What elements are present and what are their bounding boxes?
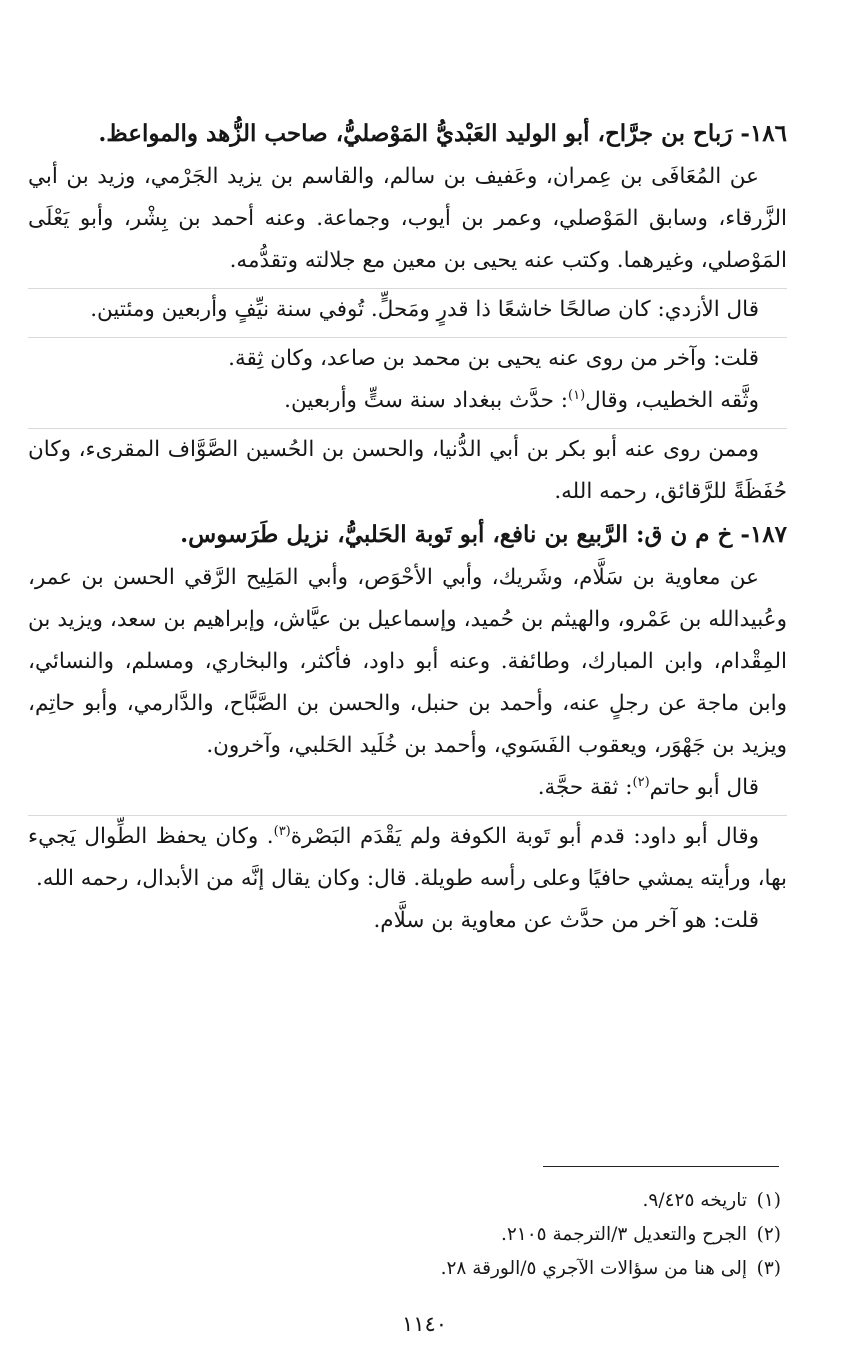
entry-187-paragraph-2	[28, 767, 787, 809]
footnote-number: (٢)	[756, 1224, 781, 1245]
text-run: وقال أبو داود: قدم أبو تَوبة الكوفة ولم يَقْدَم البَصْرة	[290, 824, 760, 849]
entry-186-paragraph-4	[28, 380, 787, 422]
entry-187-heading: ١٨٧- خ م ن ق: الرَّبيع بن نافع، أبو تَوبة الحَلبيُّ، نزيل طَرَسوس.	[180, 521, 787, 548]
entry-187-paragraph-1: عن معاوية بن سَلَّام، وشَريك، وأبي الأحْوَص، وأبي المَلِيح الرَّقي الحسن بن عمر، وعُبيدالله بن عَمْرو، والهيثم بن حُميد، وإسماعيل بن عيَّاش، وإبراهيم بن سعد، ويزيد بن المِقْدام، وابن المبارك، وطائفة. وعنه أبو داود، فأكثر، والبخاري، ومسلم، والنسائي، وابن ماجة عن رجلٍ عنه، وأحمد بن حنبل، والحسن بن الصَّبَّاح، والدَّارمي، وأبو حاتِم، ويزيد بن جَهْوَر، ويعقوب الفَسَوي، وأحمد بن خُلَيد الحَلبي، وآخرون.	[28, 565, 787, 758]
entry-186-paragraph-5: وممن روى عنه أبو بكر بن أبي الدُّنيا، والحسن بن الحُسين الصَّوَّاف المقرىء، وكان حُفَظَةً للرَّقائق، رحمه الله.	[28, 437, 787, 504]
footnote-3	[240, 1252, 781, 1286]
entry-186-paragraph-3: قلت: وآخر من روى عنه يحيى بن محمد بن صاعد، وكان ثِقة.	[228, 346, 759, 371]
entry-186-paragraph-1: عن المُعَافَى بن عِمران، وعَفيف بن سالم، والقاسم بن يزيد الجَرْمي، وزيد بن أبي الزَّرقاء، وسابق المَوْصلي، وعمر بن أيوب، وجماعة. وعنه أحمد بن بِشْر، وأبو يَعْلَى المَوْصلي، وغيرهما. وكتب عنه يحيى بن معين مع جلالته وتقدُّمه.	[28, 164, 787, 273]
footnote-number: (٣)	[756, 1258, 781, 1279]
page-number: ١١٤٠	[401, 1312, 448, 1336]
footnote-text: إلى هنا من سؤالات الآجري ٥/الورقة ٢٨.	[440, 1258, 747, 1279]
entry-186-heading: ١٨٦- رَباح بن جرَّاح، أبو الوليد العَبْديُّ المَوْصليُّ، صاحب الزُّهد والمواعظ.	[98, 120, 787, 147]
footnote-ref-1[interactable]: (١)	[568, 387, 586, 403]
footnotes	[240, 1184, 781, 1286]
text-run: قال أبو حاتم	[649, 775, 759, 800]
main-text	[28, 112, 787, 942]
footnote-text: تاريخه ٩/٤٢٥.	[642, 1190, 747, 1211]
footnote-ref-2[interactable]: (٢)	[632, 774, 650, 790]
footnote-divider	[543, 1166, 779, 1167]
footnote-ref-3[interactable]: (٣)	[273, 823, 291, 839]
text-run: : حدَّث ببغداد سنة ستٍّ وأربعين.	[284, 388, 568, 413]
text-run: : ثقة حجَّة.	[537, 775, 633, 800]
entry-186-paragraph-2: قال الأزدي: كان صالحًا خاشعًا ذا قدرٍ ومَحلٍّ. تُوفي سنة نيِّفٍ وأربعين ومئتين.	[90, 297, 759, 322]
footnote-number: (١)	[756, 1190, 781, 1211]
footnote-1	[240, 1184, 781, 1218]
entry-187-paragraph-3	[28, 816, 787, 900]
text-run: . وكان يحفظ الطِّوال يَجيء بها، ورأيته يمشي حافيًا وعلى رأسه طويلة. قال: وكان يقال إنَّه من الأبدال، رحمه الله.	[28, 824, 787, 891]
text-run: وثَّقه الخطيب، وقال	[585, 388, 759, 413]
footnote-text: الجرح والتعديل ٣/الترجمة ٢١٠٥.	[500, 1224, 747, 1245]
entry-187-paragraph-4: قلت: هو آخر من حدَّث عن معاوية بن سلَّام.	[373, 908, 759, 933]
footnote-2	[240, 1218, 781, 1252]
